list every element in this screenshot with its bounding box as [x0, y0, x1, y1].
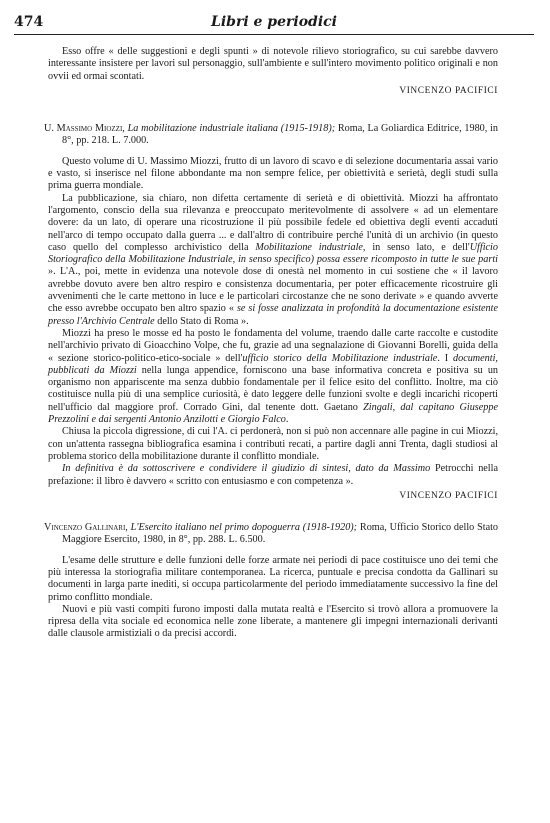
review2-book-title: La mobilitazione industriale italiana (1915-1918);	[127, 123, 336, 135]
review3-book-title: L'Esercito italiano nel primo dopoguerra (1918-1920);	[130, 522, 358, 534]
review2-bibliographic-entry	[44, 123, 498, 148]
header-rule	[14, 34, 534, 35]
page-body	[44, 46, 499, 641]
running-header	[14, 14, 534, 34]
review1-closing-paragraph: Esso offre « delle suggestioni e degli spunti » di notevole rilievo storiografico, su cui sarebbe davvero interessante insistere per lavori sul personaggio, sull'ambiente e sull'intero movimento politico originali e non ovvii ed ormai scontati.	[48, 46, 498, 82]
running-title: Libri e periodici	[211, 14, 337, 30]
review3-publication: Roma, Ufficio Storico dello Stato Maggiore Esercito, 1980, in 8°, pp. 288. L. 6.500.	[62, 522, 499, 546]
review2-paragraph-2: La pubblicazione, sia chiaro, non difetta certamente di serietà e di obiettività. Miozzi ha affrontato l'argomento, conscio della sua rilevanza e preoccupato meritevolmente di assolvere « ad un elementare dovere: da un lato, di operare una ricostruzione il più possibile fedele ed obiettiva degli eventi accaduti nell'arco di tempo occupato dalla guerra ... e dall'altro di contribuire perché l'unità di un archivio (in questo caso quello del complesso archivistico della Mobilitazione industriale, in senso lato, e dell'Ufficio Storiografico della Mobilitazione Industriale, in senso specifico) possa essere ricomposto in tutte le sue parti ». L'A., poi, mette in evidenza una notevole dose di onestà nel momento in cui sostiene che « il lavoro avrebbe dovuto avere ben altro respiro e consistenza documentaria, per poter efficacemente ricostruire gli avvenimenti che le carte mettono in luce e le particolari circostanze che ne sono derivate » e quando avverte che esso avrebbe occupato ben altro spazio « se si fosse analizzata in profondità la documentazione esistente presso l'Archivio Centrale dello Stato di Roma ».	[48, 192, 498, 327]
review1-signature: VINCENZO PACIFICI	[399, 85, 498, 96]
review2-signature: VINCENZO PACIFICI	[399, 490, 498, 501]
review3-author: Vincenzo Gallinari,	[44, 522, 128, 534]
review2-paragraph-4: Chiusa la piccola digressione, di cui l'A. ci perdonerà, non si può non accennare alle pagine in cui Miozzi, con un'attenta rassegna bibliografica esamina i contributi recati, a partire dagli anni Trenta, dagli studiosi al problema storico della mobilitazione durante il conflitto mondiale.	[48, 426, 498, 462]
review2-author: U. Massimo Miozzi,	[44, 123, 125, 135]
review3-bibliographic-entry	[44, 522, 498, 547]
page-number: 474	[14, 14, 44, 30]
review2-paragraph-3: Miozzi ha preso le mosse ed ha posto le fondamenta del volume, traendo dalle carte raccolte e custodite nell'archivio privato di Gioacchino Volpe, che fu, grazie ad una segnalazione di Giovanni Borelli, guida della « sezione storico-politico-etico-sociale » dell'ufficio storico della Mobilitazione industriale. I documenti, pubblicati da Miozzi nella lunga appendice, forniscono una base informativa concreta e positiva su un organismo non appariscente ma senza dubbio fondamentale per il felice esito del conflitto. Inoltre, ma ciò costituisce nulla più di una semplice curiosità, è dato leggere delle funzioni svolte e degli incarichi ricoperti nell'ufficio dal maggiore prof. Corrado Gini, dal tenente dott. Gaetano Zingali, dal capitano Giuseppe Prezzolini e dai sergenti Antonio Anzilotti e Giorgio Falco.	[48, 327, 499, 426]
review3-paragraph-1: L'esame delle strutture e delle funzioni delle forze armate nei periodi di pace costituisce uno dei temi che più interessa la storiografia militare contemporanea. La ricerca, puntuale e precisa condotta da Gallinari su documenti in larga parte inediti, si occupa particolarmente del periodo immediatamente successivo la fine del primo conflitto mondiale.	[48, 554, 498, 603]
review3-paragraph-2: Nuovi e più vasti compiti furono imposti dalla mutata realtà e l'Esercito si trovò allora a promuovere la ripresa della vita sociale ed economica nelle zone liberate, a mantenere gli impegni internazionali derivanti dalle clausole armistiziali o da precisi accordi.	[48, 603, 498, 640]
review2-paragraph-5: In definitiva è da sottoscrivere e condividere il giudizio di sintesi, dato da Massimo Petrocchi nella prefazione: il libro è davvero « scritto con entusiasmo e con competenza ».	[48, 463, 498, 487]
review2-paragraph-1: Questo volume di U. Massimo Miozzi, frutto di un lavoro di scavo e di selezione documentaria assai vario e vasto, si inserisce nel filone abbondante ma non sempre felice, per obiettività e serietà, degli studi sulla prima guerra mondiale.	[48, 155, 498, 192]
review2-publication: Roma, La Goliardica Editrice, 1980, in 8°, pp. 218. L. 7.000.	[62, 123, 499, 147]
